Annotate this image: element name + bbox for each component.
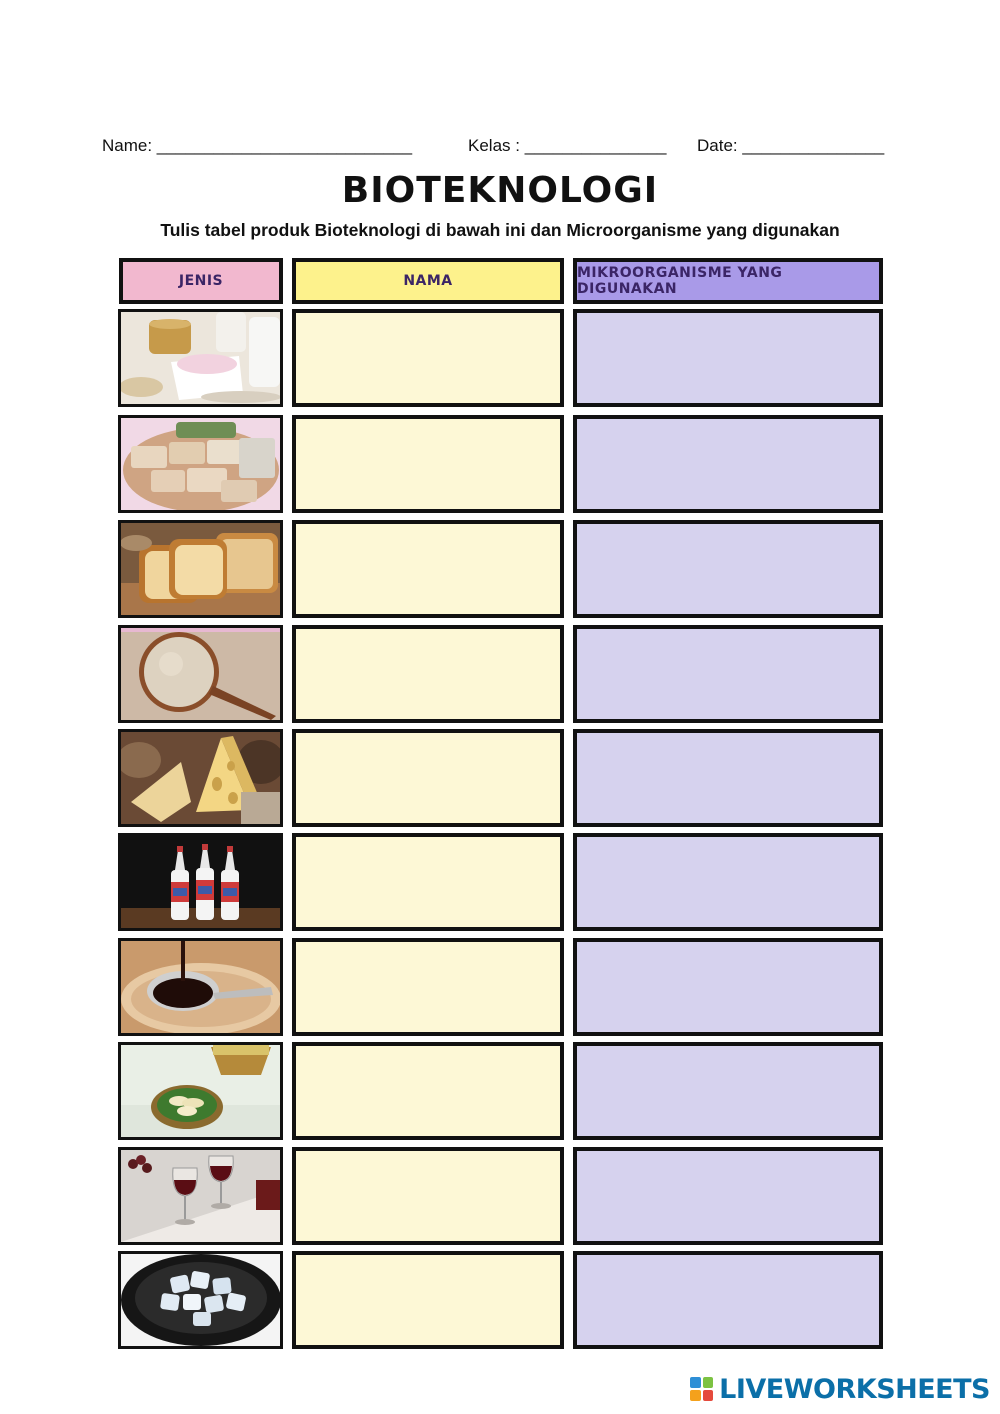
nama-answer-input[interactable]: [292, 833, 564, 931]
table-row: [0, 1042, 1000, 1140]
mikroorganisme-answer-input[interactable]: [573, 625, 883, 723]
table-row: [0, 625, 1000, 723]
header-mikroorganisme: MIKROORGANISME YANG DIGUNAKAN: [573, 258, 883, 304]
tempeh-photo: [118, 415, 283, 513]
tape-cassava-photo: [118, 1042, 283, 1140]
date-field-label: Date: _______________: [697, 136, 885, 155]
mikroorganisme-answer-input[interactable]: [573, 1147, 883, 1245]
nama-answer-input[interactable]: [292, 309, 564, 407]
nama-answer-input[interactable]: [292, 415, 564, 513]
mikroorganisme-answer-input[interactable]: [573, 520, 883, 618]
yeast-spoon-photo: [118, 625, 283, 723]
table-row: [0, 415, 1000, 513]
nama-answer-input[interactable]: [292, 938, 564, 1036]
nama-answer-input[interactable]: [292, 729, 564, 827]
brand-name: LIVEWORKSHEETS: [719, 1373, 990, 1405]
table-row: [0, 309, 1000, 407]
mikroorganisme-answer-input[interactable]: [573, 833, 883, 931]
table-row: [0, 520, 1000, 618]
mikroorganisme-answer-input[interactable]: [573, 938, 883, 1036]
header-jenis: JENIS: [119, 258, 283, 304]
liveworksheets-icon: [690, 1377, 713, 1401]
nama-answer-input[interactable]: [292, 625, 564, 723]
kelas-field-label: Kelas : _______________: [468, 136, 667, 155]
yogurt-photo: [118, 309, 283, 407]
header-nama: NAMA: [292, 258, 564, 304]
liveworksheets-logo: [690, 1372, 990, 1406]
name-field-label: Name: ___________________________: [102, 136, 413, 155]
table-row: [0, 833, 1000, 931]
mikroorganisme-answer-input[interactable]: [573, 309, 883, 407]
table-row: [0, 729, 1000, 827]
vinegar-bottles-photo: [118, 833, 283, 931]
soy-sauce-photo: [118, 938, 283, 1036]
nama-answer-input[interactable]: [292, 1251, 564, 1349]
table-row: [0, 938, 1000, 1036]
mikroorganisme-answer-input[interactable]: [573, 415, 883, 513]
table-row: [0, 1251, 1000, 1349]
nata-de-coco-photo: [118, 1251, 283, 1349]
student-info-line: [102, 136, 902, 160]
table-row: [0, 1147, 1000, 1245]
bread-photo: [118, 520, 283, 618]
mikroorganisme-answer-input[interactable]: [573, 1251, 883, 1349]
page-title: BIOTEKNOLOGI: [341, 170, 659, 211]
cheese-photo: [118, 729, 283, 827]
nama-answer-input[interactable]: [292, 520, 564, 618]
red-wine-photo: [118, 1147, 283, 1245]
mikroorganisme-answer-input[interactable]: [573, 729, 883, 827]
page-instruction: Tulis tabel produk Bioteknologi di bawah ini dan Microorganisme yang digunakan: [160, 220, 840, 240]
nama-answer-input[interactable]: [292, 1042, 564, 1140]
mikroorganisme-answer-input[interactable]: [573, 1042, 883, 1140]
nama-answer-input[interactable]: [292, 1147, 564, 1245]
